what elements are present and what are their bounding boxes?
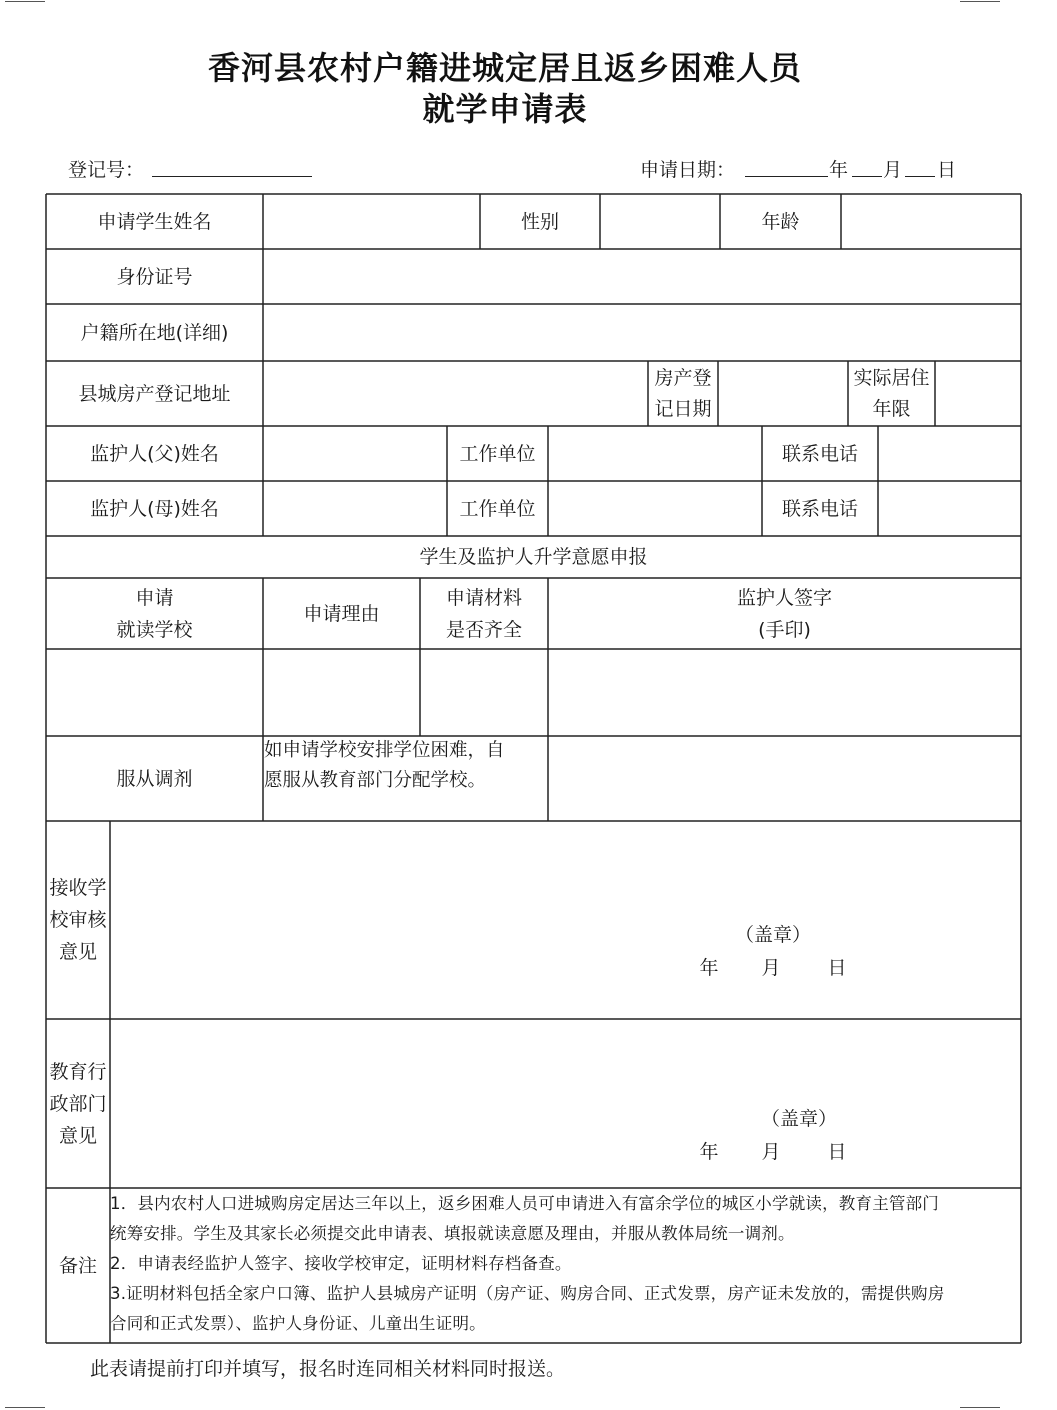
id-number-field[interactable]: [263, 249, 1021, 304]
edu-review-seal: （盖章）: [760, 1108, 837, 1130]
footer-note: 此表请提前打印并填写，报名时连同相关材料同时报送。: [90, 1358, 566, 1380]
note-3-line2: 合同和正式发票）、监护人身份证、儿童出生证明。: [110, 1314, 486, 1333]
edu-review-label-line2: 政部门: [49, 1093, 107, 1115]
edu-review-label-line1: 教育行: [49, 1061, 107, 1083]
school-header-line1: 申请: [135, 586, 174, 609]
school-review-month: 月: [761, 957, 781, 979]
materials-field[interactable]: [420, 649, 548, 736]
materials-header-line2: 是否齐全: [445, 618, 522, 641]
reason-field[interactable]: [263, 649, 420, 736]
obey-statement-line2: 愿服从教育部门分配学校。: [264, 770, 487, 791]
school-header: [46, 578, 263, 649]
hukou-field[interactable]: [263, 304, 1021, 361]
age-label: 年龄: [761, 210, 800, 233]
form-subtitle: 就学申请表: [422, 90, 588, 128]
father-phone-label: 联系电话: [781, 442, 858, 465]
crop-mark: [960, 1407, 1000, 1408]
residence-years-label-line2: 年限: [872, 397, 911, 420]
note-3-line1: 3.证明材料包括全家户口簿、监护人县城房产证明（房产证、购房合同、正式发票，房产证未发放的，需提供购房: [110, 1284, 945, 1303]
father-work-label: 工作单位: [459, 442, 536, 465]
father-phone-field[interactable]: [878, 426, 1021, 481]
edu-review-field[interactable]: [110, 1019, 1021, 1188]
school-field[interactable]: [46, 649, 263, 736]
school-review-day: 日: [827, 957, 847, 979]
school-header-line2: 就读学校: [116, 618, 193, 641]
obey-label: 服从调剂: [116, 767, 193, 790]
residence-years-field[interactable]: [935, 361, 1021, 426]
residence-years-label: [848, 361, 935, 426]
note-1-line1: 1．县内农村人口进城购房定居达三年以上，返乡困难人员可申请进入有富余学位的城区小学就读，教育主管部门: [110, 1194, 939, 1213]
note-2: 2．申请表经监护人签字、接收学校审定，证明材料存档备查。: [110, 1254, 572, 1273]
edu-review-month: 月: [761, 1141, 781, 1163]
signature-field[interactable]: [548, 649, 1021, 736]
edu-review-label-line3: 意见: [58, 1125, 97, 1147]
id-number-label: 身份证号: [116, 265, 193, 288]
school-review-year: 年: [699, 957, 719, 979]
edu-review-label: [46, 1054, 110, 1154]
materials-header: [420, 578, 548, 649]
school-review-label-line3: 意见: [58, 941, 97, 963]
note-1-line2: 统筹安排。学生及其家长必须提交此申请表、填报就读意愿及理由，并服从教体局统一调剂。: [110, 1224, 795, 1243]
remarks-label: 备注: [58, 1254, 97, 1277]
date-label: 申请日期：: [640, 159, 736, 181]
edu-review-day: 日: [827, 1141, 847, 1163]
date-day-field[interactable]: [905, 176, 935, 177]
mother-phone-label: 联系电话: [781, 497, 858, 520]
gender-label: 性别: [520, 210, 559, 233]
obey-signature-field[interactable]: [548, 736, 1021, 821]
property-date-label: [648, 361, 718, 426]
father-name-label: 监护人(父)姓名: [90, 442, 219, 465]
form-title: 香河县农村户籍进城定居且返乡困难人员: [207, 49, 802, 87]
father-work-field[interactable]: [548, 426, 762, 481]
mother-work-label: 工作单位: [459, 497, 536, 520]
materials-header-line1: 申请材料: [445, 586, 522, 609]
mother-name-field[interactable]: [263, 481, 447, 536]
registration-field[interactable]: [152, 176, 312, 177]
date-month-field[interactable]: [852, 176, 882, 177]
mother-phone-field[interactable]: [878, 481, 1021, 536]
property-address-field[interactable]: [263, 361, 648, 426]
edu-review-year: 年: [699, 1141, 719, 1163]
school-review-label-line2: 校审核: [49, 909, 107, 931]
residence-years-label-line1: 实际居住: [853, 366, 930, 389]
gender-field[interactable]: [600, 194, 720, 249]
crop-mark: [5, 1407, 45, 1408]
date-day-label: 日: [937, 159, 957, 181]
registration-label: 登记号：: [68, 159, 145, 181]
student-name-label: 申请学生姓名: [97, 210, 212, 233]
date-year-field[interactable]: [745, 176, 828, 177]
school-review-label: [46, 870, 110, 970]
obey-statement-line1: 如申请学校安排学位困难，自: [264, 740, 505, 761]
date-month-label: 月: [883, 159, 903, 181]
school-review-field[interactable]: [110, 821, 1021, 1019]
obey-statement: [263, 736, 548, 821]
mother-work-field[interactable]: [548, 481, 762, 536]
property-date-label-line2: 记日期: [654, 397, 712, 420]
mother-name-label: 监护人(母)姓名: [90, 497, 219, 520]
student-name-field[interactable]: [263, 194, 480, 249]
section-title: 学生及监护人升学意愿申报: [419, 546, 648, 568]
signature-header: [548, 578, 1021, 649]
school-review-label-line1: 接收学: [49, 877, 107, 899]
property-date-field[interactable]: [718, 361, 848, 426]
crop-mark: [5, 1, 45, 2]
signature-header-line1: 监护人签字: [736, 586, 832, 609]
reason-header: 申请理由: [303, 602, 380, 625]
property-date-label-line1: 房产登: [654, 366, 712, 389]
signature-header-line2: (手印): [758, 618, 811, 641]
date-year-label: 年: [829, 159, 849, 181]
property-address-label: 县城房产登记地址: [78, 382, 231, 405]
hukou-label: 户籍所在地(详细): [80, 321, 229, 344]
age-field[interactable]: [841, 194, 1021, 249]
crop-mark: [960, 1, 1000, 2]
school-review-seal: （盖章）: [734, 924, 811, 946]
father-name-field[interactable]: [263, 426, 447, 481]
